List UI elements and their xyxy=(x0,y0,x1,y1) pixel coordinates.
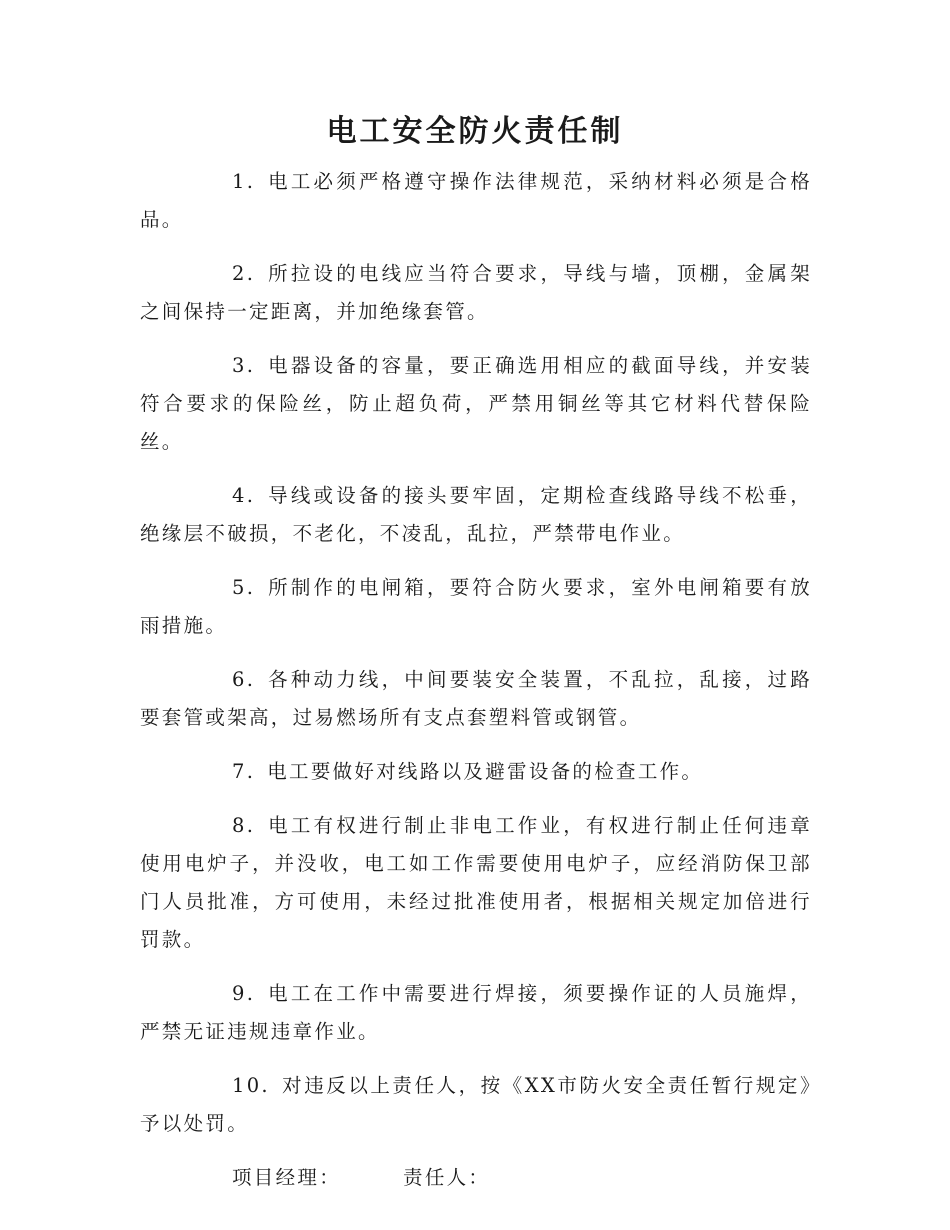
clause-8 xyxy=(140,807,812,959)
document-body xyxy=(140,163,812,1197)
clause-9 xyxy=(140,975,812,1051)
clause-5 xyxy=(140,569,812,645)
signature-line xyxy=(140,1159,812,1197)
clause-number: 2. xyxy=(232,262,256,285)
clause-number: 3. xyxy=(232,354,256,377)
document-title: 电工安全防火责任制 xyxy=(326,114,624,149)
clause-number: 4. xyxy=(232,484,256,507)
clause-text: 导线或设备的接头要牢固，定期检查线路导线不松垂，绝缘层不破损，不老化，不凌乱，乱拉，严禁带电作业。 xyxy=(140,484,812,545)
clause-text: 电工必须严格遵守操作法律规范，采纳材料必须是合格品。 xyxy=(140,170,812,231)
clause-2 xyxy=(140,255,812,331)
clause-number: 6. xyxy=(232,668,256,691)
clause-3 xyxy=(140,347,812,461)
clause-text: 电工要做好对线路以及避雷设备的检查工作。 xyxy=(267,760,704,783)
clause-6 xyxy=(140,661,812,737)
clause-1 xyxy=(140,163,812,239)
clause-number: 7. xyxy=(232,760,256,783)
project-manager-label: 项目经理： xyxy=(232,1166,342,1189)
clause-number: 9. xyxy=(232,982,256,1005)
clause-text: 电器设备的容量，要正确选用相应的截面导线，并安装符合要求的保险丝，防止超负荷，严禁用铜丝等其它材料代替保险丝。 xyxy=(140,354,812,453)
clause-number: 5. xyxy=(232,576,256,599)
clause-text: 电工有权进行制止非电工作业，有权进行制止任何违章使用电炉子，并没收，电工如工作需要使用电炉子，应经消防保卫部门人员批准，方可使用，未经过批准使用者，根据相关规定加倍进行罚款。 xyxy=(140,814,812,951)
clause-4 xyxy=(140,477,812,553)
responsible-person-label: 责任人： xyxy=(403,1166,491,1189)
clause-7 xyxy=(140,753,812,791)
clause-text: 所拉设的电线应当符合要求，导线与墙，顶棚，金属架之间保持一定距离，并加绝缘套管。 xyxy=(140,262,812,323)
clause-text: 电工在工作中需要进行焊接，须要操作证的人员施焊，严禁无证违规违章作业。 xyxy=(140,982,812,1043)
clause-text: 各种动力线，中间要装安全装置，不乱拉，乱接，过路要套管或架高，过易燃场所有支点套塑料管或钢管。 xyxy=(140,668,812,729)
clause-text: 对违反以上责任人，按《XX市防火安全责任暂行规定》予以处罚。 xyxy=(140,1074,812,1135)
clause-text: 所制作的电闸箱，要符合防火要求，室外电闸箱要有放雨措施。 xyxy=(140,576,812,637)
clause-number: 8. xyxy=(232,814,256,837)
clause-10 xyxy=(140,1067,812,1143)
clause-number: 10. xyxy=(232,1074,270,1097)
clause-number: 1. xyxy=(232,170,256,193)
